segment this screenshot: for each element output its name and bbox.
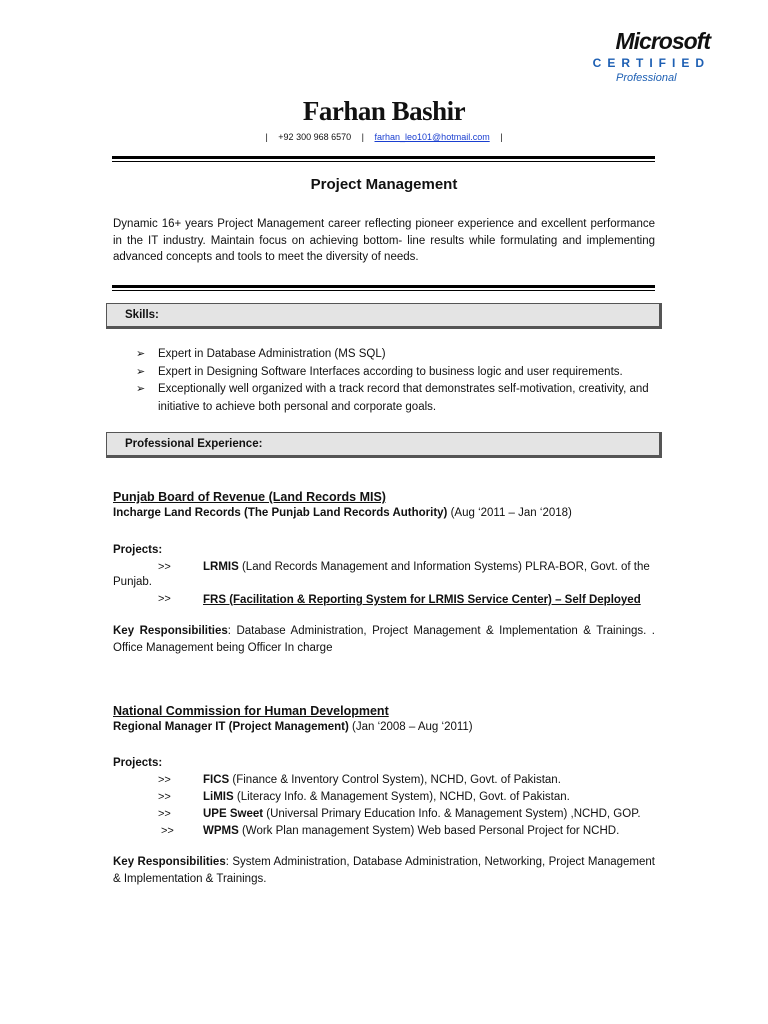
job-organization: Punjab Board of Revenue (Land Records MIS)	[113, 490, 386, 504]
job-organization: National Commission for Human Development	[113, 704, 389, 718]
arrow-icon: >>	[158, 791, 171, 803]
project-item	[203, 592, 658, 609]
logo-certified: CERTIFIED	[592, 56, 710, 70]
kr-label: Key Responsibilities	[113, 625, 228, 637]
arrow-bullet-icon: ➢	[136, 365, 146, 378]
arrow-icon: >>	[158, 774, 171, 786]
project-desc-continued: Punjab.	[113, 576, 153, 588]
projects-label: Projects:	[113, 544, 163, 556]
job-title: Incharge Land Records (The Punjab Land Records Authority)	[113, 507, 448, 519]
arrow-icon: >>	[161, 825, 174, 837]
kr-text: : Database Administration, Project Management & Implementation & Trainings. . Office Management being Officer In charge	[113, 625, 655, 654]
candidate-name: Farhan Bashir	[302, 96, 466, 126]
separator: |	[500, 132, 503, 142]
skills-heading: Skills:	[106, 303, 662, 329]
list-item	[136, 381, 660, 416]
arrow-icon: >>	[158, 593, 171, 605]
header-divider-thin	[112, 161, 655, 162]
project-desc: (Literacy Info. & Management System), NCHD, Govt. of Pakistan.	[233, 791, 570, 803]
project-item	[203, 806, 641, 823]
separator: |	[361, 132, 364, 142]
project-name: LRMIS	[203, 561, 239, 573]
list-item	[136, 346, 660, 364]
job-dates: (Jan ‘2008 – Aug ‘2011)	[352, 721, 473, 733]
project-name: UPE Sweet	[203, 808, 264, 820]
logo-brand: Microsoft	[615, 28, 710, 54]
arrow-icon: >>	[158, 561, 171, 573]
skill-text: Exceptionally well organized with a track record that demonstrates self-motivation, creativity, and initiative to achieve both personal and corporate goals.	[158, 383, 649, 413]
project-item	[203, 789, 570, 806]
arrow-icon: >>	[158, 808, 171, 820]
project-item	[203, 823, 619, 840]
project-desc: (Universal Primary Education Info. & Management System) ,NCHD, GOP.	[263, 808, 641, 820]
job-role	[113, 507, 572, 519]
microsoft-certified-logo	[586, 28, 710, 85]
summary-divider	[112, 285, 655, 288]
contact-line	[0, 132, 768, 142]
key-responsibilities	[113, 623, 655, 656]
key-responsibilities	[113, 854, 655, 887]
project-desc: (Finance & Inventory Control System), NCHD, Govt. of Pakistan.	[229, 774, 561, 786]
list-item	[136, 364, 660, 382]
project-item	[203, 559, 655, 576]
project-name: WPMS	[203, 825, 239, 837]
kr-text: : System Administration, Database Administration, Networking, Project Management & Implementation & Trainings.	[113, 856, 655, 885]
project-desc: (Work Plan management System) Web based Personal Project for NCHD.	[238, 825, 620, 837]
phone-number: +92 300 968 6570	[278, 132, 352, 142]
logo-level: Professional	[616, 72, 677, 84]
email-link[interactable]: farhan_leo101@hotmail.com	[374, 132, 490, 142]
job-role	[113, 721, 473, 733]
arrow-bullet-icon: ➢	[136, 383, 146, 395]
header-divider	[112, 156, 655, 159]
job-dates: (Aug ‘2011 – Jan ‘2018)	[450, 507, 572, 519]
document-title: Project Management	[310, 176, 458, 193]
summary-divider-thin	[112, 290, 655, 291]
skill-text: Expert in Database Administration (MS SQL)	[158, 348, 386, 360]
project-item	[203, 772, 561, 789]
project-name: FICS	[203, 774, 230, 786]
arrow-bullet-icon: ➢	[136, 348, 146, 360]
skills-list	[136, 346, 660, 416]
job-title: Regional Manager IT (Project Management)	[113, 721, 349, 733]
summary-paragraph: Dynamic 16+ years Project Management career reflecting pioneer experience and excellent performance in the IT industry. Maintain focus on achieving bottom- line results while formulating and implementing advanced concepts and tools to meet the diversity of needs.	[113, 218, 655, 263]
project-name: FRS (Facilitation & Reporting System for LRMIS Service Center) – Self Deployed	[203, 594, 641, 606]
project-name: LiMIS	[203, 791, 234, 803]
skill-text: Expert in Designing Software Interfaces according to business logic and user requirements.	[158, 365, 623, 378]
kr-label: Key Responsibilities	[113, 856, 226, 868]
projects-label: Projects:	[113, 757, 163, 769]
experience-heading: Professional Experience:	[106, 432, 662, 458]
separator: |	[265, 132, 268, 142]
project-desc: (Land Records Management and Information Systems) PLRA-BOR, Govt. of the	[238, 561, 650, 573]
